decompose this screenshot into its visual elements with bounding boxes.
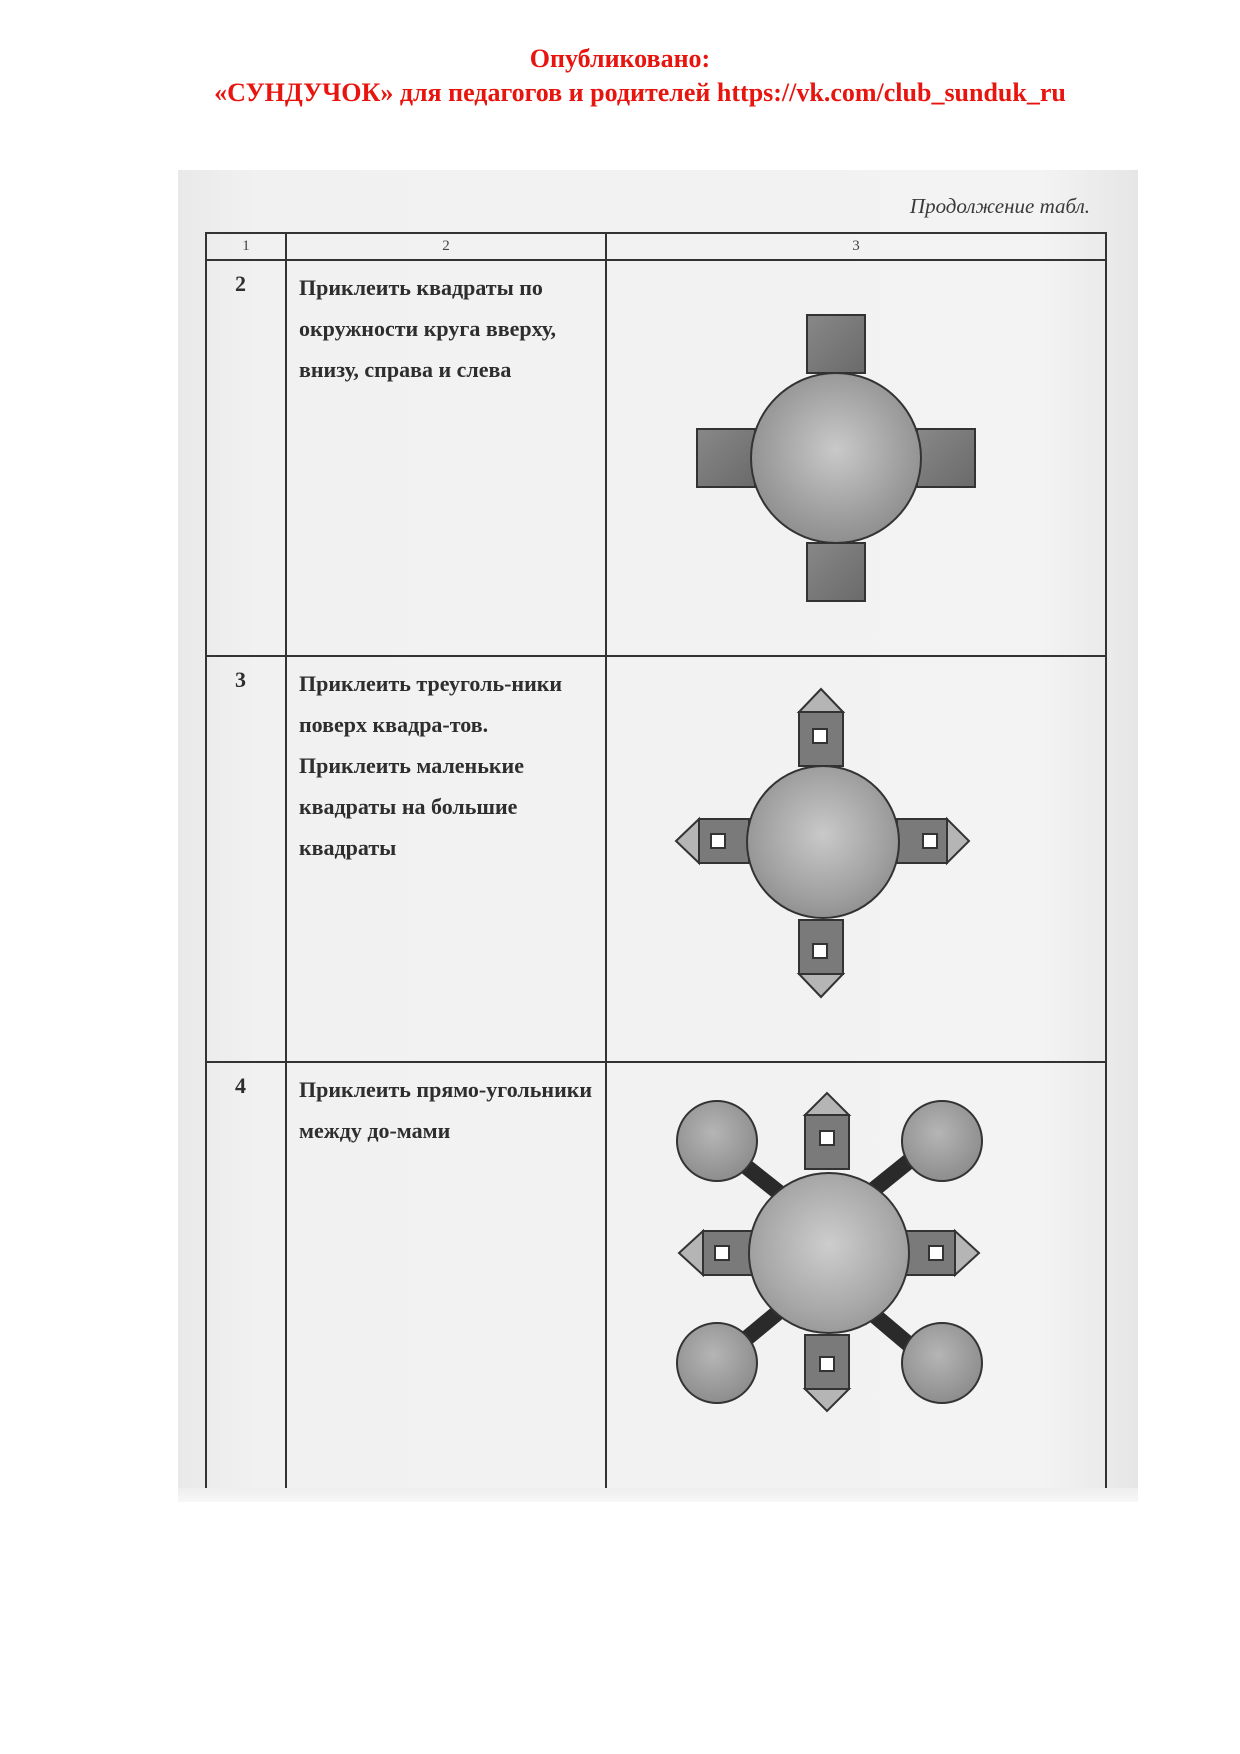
publication-line-2: «СУНДУЧОК» для педагогов и родителей https://vk.com/club_sunduk_ru bbox=[214, 78, 1066, 107]
triangle-left bbox=[679, 1231, 703, 1275]
figure-cell bbox=[606, 1062, 1106, 1492]
row-instruction bbox=[286, 1062, 606, 1492]
instruction-table bbox=[205, 232, 1107, 1493]
big-circle bbox=[747, 766, 899, 918]
window-right bbox=[923, 834, 937, 848]
row-number: 4 bbox=[206, 1062, 286, 1492]
triangle-right bbox=[947, 819, 969, 863]
outer-circle-bottom-right bbox=[902, 1323, 982, 1403]
table-row bbox=[206, 1062, 1106, 1492]
row-number: 3 bbox=[206, 656, 286, 1062]
window-left bbox=[711, 834, 725, 848]
row-number: 2 bbox=[206, 260, 286, 656]
scanned-page bbox=[178, 170, 1138, 1500]
circle-with-houses-and-connected-circles-figure bbox=[607, 1063, 1107, 1481]
circle-with-four-squares-figure bbox=[607, 261, 1107, 645]
row-instruction bbox=[286, 260, 606, 656]
column-header-1: 1 bbox=[206, 233, 286, 260]
column-header-3: 3 bbox=[606, 233, 1106, 260]
publication-line-1: Опубликовано: bbox=[529, 44, 711, 73]
square-left bbox=[697, 429, 755, 487]
window-bottom bbox=[820, 1357, 834, 1371]
window-right bbox=[929, 1246, 943, 1260]
triangle-top bbox=[799, 689, 843, 712]
table-row bbox=[206, 656, 1106, 1062]
window-top bbox=[813, 729, 827, 743]
window-left bbox=[715, 1246, 729, 1260]
triangle-bottom bbox=[805, 1389, 849, 1411]
instruction-text: Приклеить треуголь-ники поверх квадра-тов. bbox=[299, 671, 563, 737]
outer-circle-top-right bbox=[902, 1101, 982, 1181]
window-top bbox=[820, 1131, 834, 1145]
big-circle bbox=[749, 1173, 909, 1333]
scan-edge bbox=[178, 1488, 1138, 1502]
instruction-text: Приклеить маленькие квадраты на большие квадраты bbox=[299, 753, 524, 860]
figure-cell bbox=[606, 656, 1106, 1062]
big-circle bbox=[751, 373, 921, 543]
instruction-text: Приклеить квадраты по окружности круга вверху, внизу, справа и слева bbox=[299, 275, 557, 382]
triangle-top bbox=[805, 1093, 849, 1115]
column-header-2: 2 bbox=[286, 233, 606, 260]
outer-circle-bottom-left bbox=[677, 1323, 757, 1403]
row-instruction bbox=[286, 656, 606, 1062]
circle-with-four-houses-figure bbox=[607, 657, 1107, 1051]
table-caption: Продолжение табл. bbox=[909, 194, 1090, 218]
table-row bbox=[206, 260, 1106, 656]
triangle-left bbox=[676, 819, 699, 863]
instruction-text: Приклеить прямо-угольники между до-мами bbox=[299, 1077, 593, 1143]
figure-cell bbox=[606, 260, 1106, 656]
publication-header bbox=[0, 42, 1240, 110]
square-right bbox=[917, 429, 975, 487]
outer-circle-top-left bbox=[677, 1101, 757, 1181]
window-bottom bbox=[813, 944, 827, 958]
square-bottom bbox=[807, 543, 865, 601]
triangle-bottom bbox=[799, 974, 843, 997]
table-header-row bbox=[206, 233, 1106, 260]
triangle-right bbox=[955, 1231, 979, 1275]
square-top bbox=[807, 315, 865, 373]
